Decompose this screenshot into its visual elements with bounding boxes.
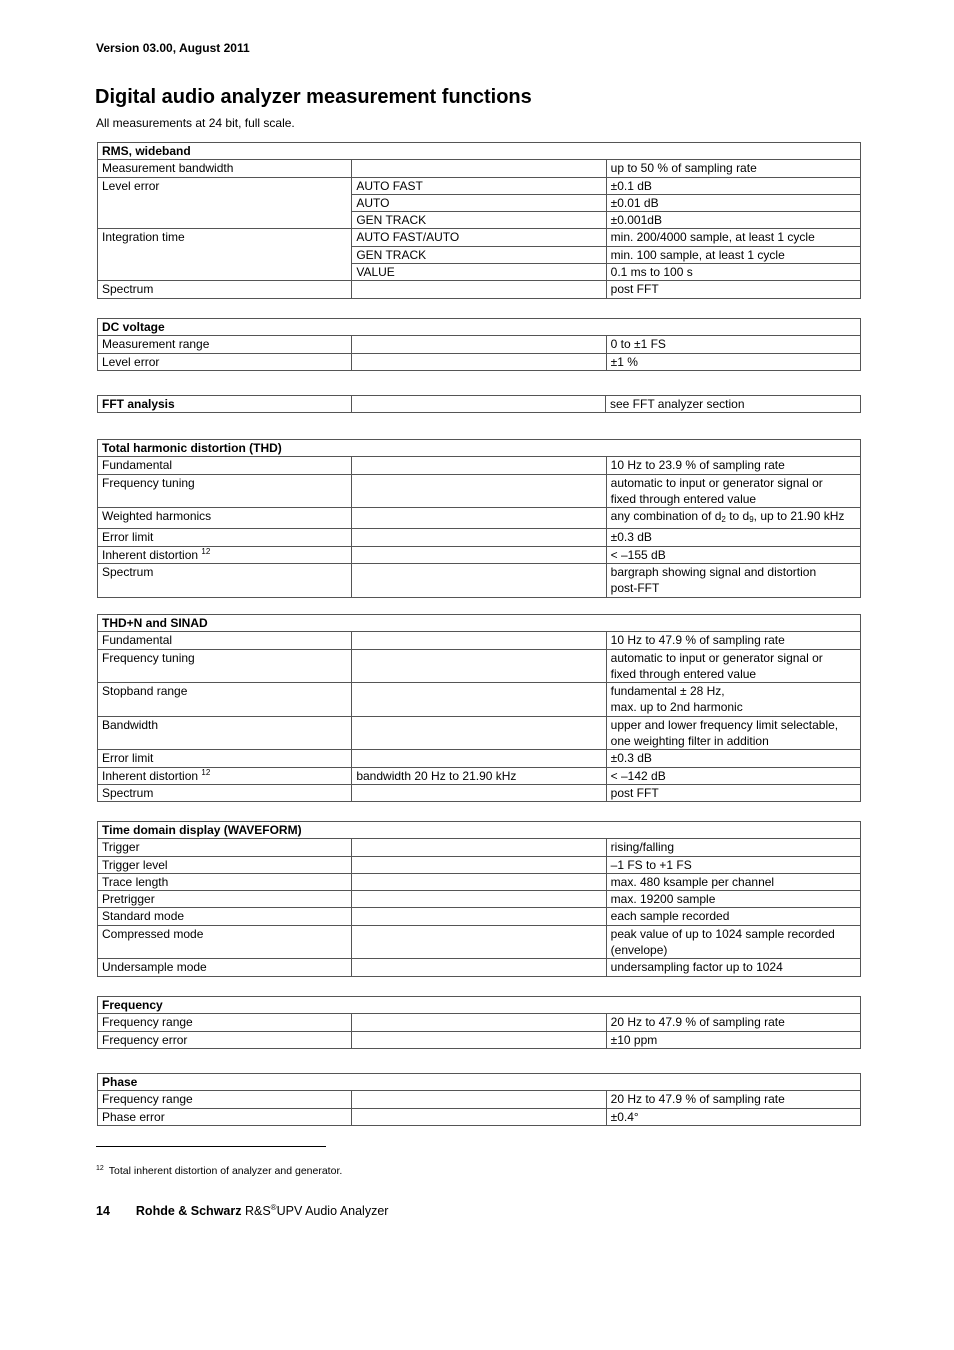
param-label: Undersample mode [98, 959, 352, 976]
param-label: Fundamental [98, 457, 352, 474]
param-condition [352, 750, 606, 767]
param-label: Frequency tuning [98, 474, 352, 508]
registered-mark: ® [270, 1202, 277, 1212]
param-value: post FFT [606, 784, 860, 801]
param-condition [352, 649, 606, 683]
param-value: undersampling factor up to 1024 [606, 959, 860, 976]
table-row [98, 564, 861, 598]
param-condition [352, 1031, 606, 1048]
footnote-reference: 12 [201, 767, 211, 777]
param-label: Fundamental [98, 632, 352, 649]
param-condition [352, 908, 606, 925]
param-condition [352, 457, 606, 474]
param-label: Phase error [98, 1108, 352, 1125]
table-row [98, 1031, 861, 1048]
param-value: 0.1 ms to 100 s [606, 264, 860, 281]
param-value: fundamental ± 28 Hz, max. up to 2nd harmonic [606, 683, 860, 717]
section-heading: FFT analysis [98, 396, 352, 413]
param-label [98, 767, 352, 784]
param-label: Frequency range [98, 1091, 352, 1108]
table-row [98, 474, 861, 508]
param-label: Spectrum [98, 564, 352, 598]
param-label: Frequency range [98, 1014, 352, 1031]
fft-analysis-table [97, 395, 861, 413]
param-label-text: Inherent distortion [102, 768, 199, 783]
table-row [98, 649, 861, 683]
param-label: Error limit [98, 529, 352, 546]
param-condition [352, 1014, 606, 1031]
param-condition [352, 336, 606, 353]
table-row [98, 873, 861, 890]
param-label: Error limit [98, 750, 352, 767]
table-row [98, 546, 861, 563]
param-value: –1 FS to +1 FS [606, 856, 860, 873]
table-row [98, 716, 861, 750]
param-condition [352, 891, 606, 908]
param-value: max. 19200 sample [606, 891, 860, 908]
table-row [98, 396, 861, 413]
param-label: Standard mode [98, 908, 352, 925]
param-condition [352, 281, 606, 298]
param-value: ±10 ppm [606, 1031, 860, 1048]
param-value: each sample recorded [606, 908, 860, 925]
table-row [98, 529, 861, 546]
param-value: ±0.3 dB [606, 750, 860, 767]
table-row [98, 229, 861, 246]
param-condition: bandwidth 20 Hz to 21.90 kHz [352, 767, 606, 784]
param-condition [352, 856, 606, 873]
thdn-sinad-table [97, 614, 861, 802]
table-row [98, 457, 861, 474]
param-label: Measurement bandwidth [98, 160, 352, 177]
param-value: min. 100 sample, at least 1 cycle [606, 246, 860, 263]
param-label: Stopband range [98, 683, 352, 717]
param-condition [352, 716, 606, 750]
table-row [98, 839, 861, 856]
table-row [98, 784, 861, 801]
table-row [98, 632, 861, 649]
param-label-text: Inherent distortion [102, 547, 199, 562]
param-value: up to 50 % of sampling rate [606, 160, 860, 177]
param-label: Trigger level [98, 856, 352, 873]
section-heading: DC voltage [98, 319, 861, 336]
param-value: 20 Hz to 47.9 % of sampling rate [606, 1091, 860, 1108]
param-condition [352, 396, 606, 413]
section-heading: Phase [98, 1074, 861, 1091]
param-value: 10 Hz to 23.9 % of sampling rate [606, 457, 860, 474]
param-value: any combination of $d_2$ to $d_9$, up to 21.90 kHz [606, 508, 860, 529]
param-value: 20 Hz to 47.9 % of sampling rate [606, 1014, 860, 1031]
table-row [98, 750, 861, 767]
param-value: rising/falling [606, 839, 860, 856]
param-value: automatic to input or generator signal or fixed through entered value [606, 474, 860, 508]
param-condition [352, 632, 606, 649]
param-value: 0 to ±1 FS [606, 336, 860, 353]
table-row [98, 767, 861, 784]
param-label: Trigger [98, 839, 352, 856]
param-label: Pretrigger [98, 891, 352, 908]
param-condition [352, 1091, 606, 1108]
rms-wideband-table [97, 142, 861, 299]
param-condition: AUTO FAST/AUTO [352, 229, 606, 246]
param-label: Bandwidth [98, 716, 352, 750]
table-row [98, 160, 861, 177]
param-condition [352, 353, 606, 370]
param-condition [352, 839, 606, 856]
param-condition [352, 160, 606, 177]
param-condition [352, 508, 606, 529]
table-row [98, 336, 861, 353]
param-value: < –155 dB [606, 546, 860, 563]
param-label: Level error [98, 353, 352, 370]
param-value: bargraph showing signal and distortion post-FFT [606, 564, 860, 598]
param-condition [352, 546, 606, 563]
param-value: upper and lower frequency limit selectable, one weighting filter in addition [606, 716, 860, 750]
param-label: Compressed mode [98, 925, 352, 959]
footnote-divider [96, 1146, 326, 1147]
footnote-text: Total inherent distortion of analyzer and generator. [108, 1165, 343, 1177]
table-row [98, 1091, 861, 1108]
param-value: ±0.4° [606, 1108, 860, 1125]
thd-table [97, 439, 861, 598]
table-row [98, 959, 861, 976]
param-value: ±1 % [606, 353, 860, 370]
param-label: Weighted harmonics [98, 508, 352, 529]
param-label: Integration time [98, 229, 352, 281]
footnote-reference: 12 [201, 546, 211, 556]
table-row [98, 925, 861, 959]
frequency-table [97, 996, 861, 1049]
dc-voltage-table [97, 318, 861, 371]
footnote-number: 12 [96, 1164, 104, 1172]
param-value: ±0.01 dB [606, 194, 860, 211]
table-row [98, 1108, 861, 1125]
param-value: ±0.001dB [606, 212, 860, 229]
section-heading: Time domain display (WAVEFORM) [98, 822, 861, 839]
table-row [98, 508, 861, 529]
section-heading: Frequency [98, 997, 861, 1014]
table-row [98, 891, 861, 908]
param-condition [352, 959, 606, 976]
param-label: Spectrum [98, 281, 352, 298]
param-label: Level error [98, 177, 352, 229]
param-value: post FFT [606, 281, 860, 298]
param-condition: AUTO FAST [352, 177, 606, 194]
param-condition [352, 474, 606, 508]
param-label: Measurement range [98, 336, 352, 353]
param-condition [352, 564, 606, 598]
phase-table [97, 1073, 861, 1126]
footnote [96, 1165, 342, 1177]
param-condition [352, 1108, 606, 1125]
waveform-table [97, 821, 861, 977]
param-condition: VALUE [352, 264, 606, 281]
param-condition: AUTO [352, 194, 606, 211]
section-heading: THD+N and SINAD [98, 615, 861, 632]
table-row [98, 177, 861, 194]
table-row [98, 281, 861, 298]
version-header: Version 03.00, August 2011 [96, 41, 250, 55]
param-condition [352, 529, 606, 546]
param-condition [352, 784, 606, 801]
page-footer [96, 1204, 388, 1218]
param-value: min. 200/4000 sample, at least 1 cycle [606, 229, 860, 246]
param-value: see FFT analyzer section [606, 396, 861, 413]
table-row [98, 856, 861, 873]
section-heading: RMS, wideband [98, 143, 861, 160]
product-prefix: R&S [244, 1204, 271, 1218]
param-label: Spectrum [98, 784, 352, 801]
param-value: ±0.3 dB [606, 529, 860, 546]
page-subtitle: All measurements at 24 bit, full scale. [96, 116, 295, 130]
param-value: automatic to input or generator signal or fixed through entered value [606, 649, 860, 683]
param-label: Frequency tuning [98, 649, 352, 683]
table-row [98, 683, 861, 717]
param-label: Frequency error [98, 1031, 352, 1048]
table-row [98, 353, 861, 370]
param-condition [352, 873, 606, 890]
param-condition: GEN TRACK [352, 246, 606, 263]
param-value: 10 Hz to 47.9 % of sampling rate [606, 632, 860, 649]
table-row [98, 1014, 861, 1031]
company-name: Rohde & Schwarz [135, 1204, 242, 1218]
param-condition [352, 683, 606, 717]
param-value: ±0.1 dB [606, 177, 860, 194]
param-value: max. 480 ksample per channel [606, 873, 860, 890]
param-label: Trace length [98, 873, 352, 890]
product-name: UPV Audio Analyzer [276, 1204, 389, 1218]
page-title: Digital audio analyzer measurement functions [95, 86, 532, 108]
param-label [98, 546, 352, 563]
param-value: peak value of up to 1024 sample recorded (envelope) [606, 925, 860, 959]
param-condition [352, 925, 606, 959]
section-heading: Total harmonic distortion (THD) [98, 440, 861, 457]
param-condition: GEN TRACK [352, 212, 606, 229]
param-value: < –142 dB [606, 767, 860, 784]
page-number: 14 [96, 1204, 110, 1218]
table-row [98, 908, 861, 925]
